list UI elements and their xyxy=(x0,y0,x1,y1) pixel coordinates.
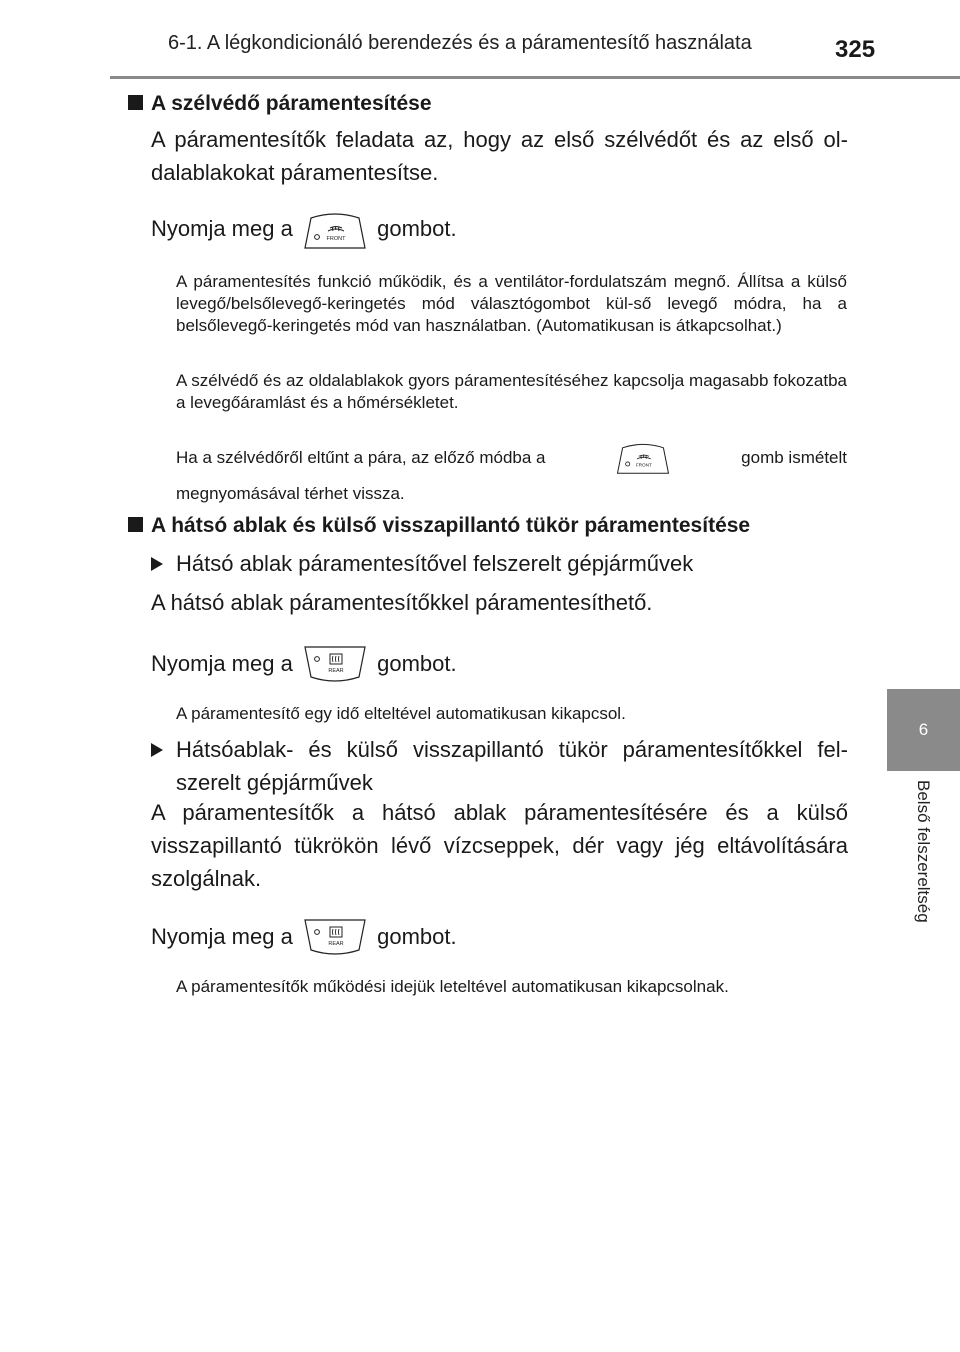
rear-press-instruction-1: Nyomja meg a REAR gombot. xyxy=(151,645,848,685)
triangle-bullet-icon xyxy=(151,557,163,571)
section-heading-rear-window: A hátsó ablak és külső visszapillantó tükör páramentesítése xyxy=(128,514,750,538)
chapter-tab-number: 6 xyxy=(887,689,960,771)
running-header-title: 6-1. A légkondicionáló berendezés és a páramentesítő használata xyxy=(168,32,752,54)
header-divider xyxy=(110,76,960,79)
front-defroster-button-icon xyxy=(613,441,673,475)
square-bullet-icon xyxy=(128,517,143,532)
rear-defroster-button-icon xyxy=(303,645,367,685)
rear-press-instruction-2: Nyomja meg a REAR gombot. xyxy=(151,918,848,958)
front-label: FRONT xyxy=(636,462,653,468)
sub-heading-rear-window-mirror: Hátsóablak- és külső visszapillantó tükör páramentesítőkkel fel-szerelt gépjárművek xyxy=(151,733,848,799)
windshield-press-instruction: Nyomja meg a FRONT gombot. xyxy=(151,210,848,250)
front-label: FRONT xyxy=(326,236,346,242)
windshield-note-1: A páramentesítés funkció működik, és a ventilátor-fordulatszám megnő. Állítsa a külső levegő/belsőlevegő-keringetés mód választógombot kül-ső levegő módra, ha a belsőlevegő-keringetés mód van használatban. (Automatikusan is átkapcsolhat.) xyxy=(176,272,847,335)
rear-defroster-button-icon xyxy=(303,918,367,958)
windshield-note-2: A szélvédő és az oldalablakok gyors páramentesítéséhez kapcsolja magasabb fokozatba a levegőáramlást és a hőmérsékletet. xyxy=(176,371,847,412)
rear-mirror-text: A páramentesítők a hátsó ablak páramentesítésére és a külső visszapillantó tükrökön lévő vízcseppek, dér vagy jég eltávolítására szolgálnak. xyxy=(151,800,848,891)
rear-label: REAR xyxy=(328,941,344,947)
chapter-tab-label xyxy=(898,780,948,970)
windshield-note-3: Ha a szélvédőről eltűnt a pára, az előző módba a FRONT gomb ismételt megnyomásával térhet vissza. xyxy=(176,440,847,512)
rear-mirror-note: A páramentesítők működési idejük leteltével automatikusan kikapcsolnak. xyxy=(176,977,729,996)
triangle-bullet-icon xyxy=(151,743,163,757)
rear-window-text: A hátsó ablak páramentesítőkkel páramentesíthető. xyxy=(151,590,653,615)
windshield-intro: A páramentesítők feladata az, hogy az első szélvédőt és az első ol-dalablakokat páramentesítse. xyxy=(151,127,848,185)
section-heading-windshield: A szélvédő páramentesítése xyxy=(128,92,432,116)
sub-heading-rear-window: Hátsó ablak páramentesítővel felszerelt gépjárművek xyxy=(151,547,848,580)
chapter-tab-label-text: Belső felszereltség xyxy=(914,780,933,923)
front-defroster-button-icon xyxy=(303,210,367,250)
page-number: 325 xyxy=(835,36,876,63)
rear-label: REAR xyxy=(328,668,344,674)
square-bullet-icon xyxy=(128,95,143,110)
rear-window-note: A páramentesítő egy idő elteltével automatikusan kikapcsol. xyxy=(176,704,626,723)
